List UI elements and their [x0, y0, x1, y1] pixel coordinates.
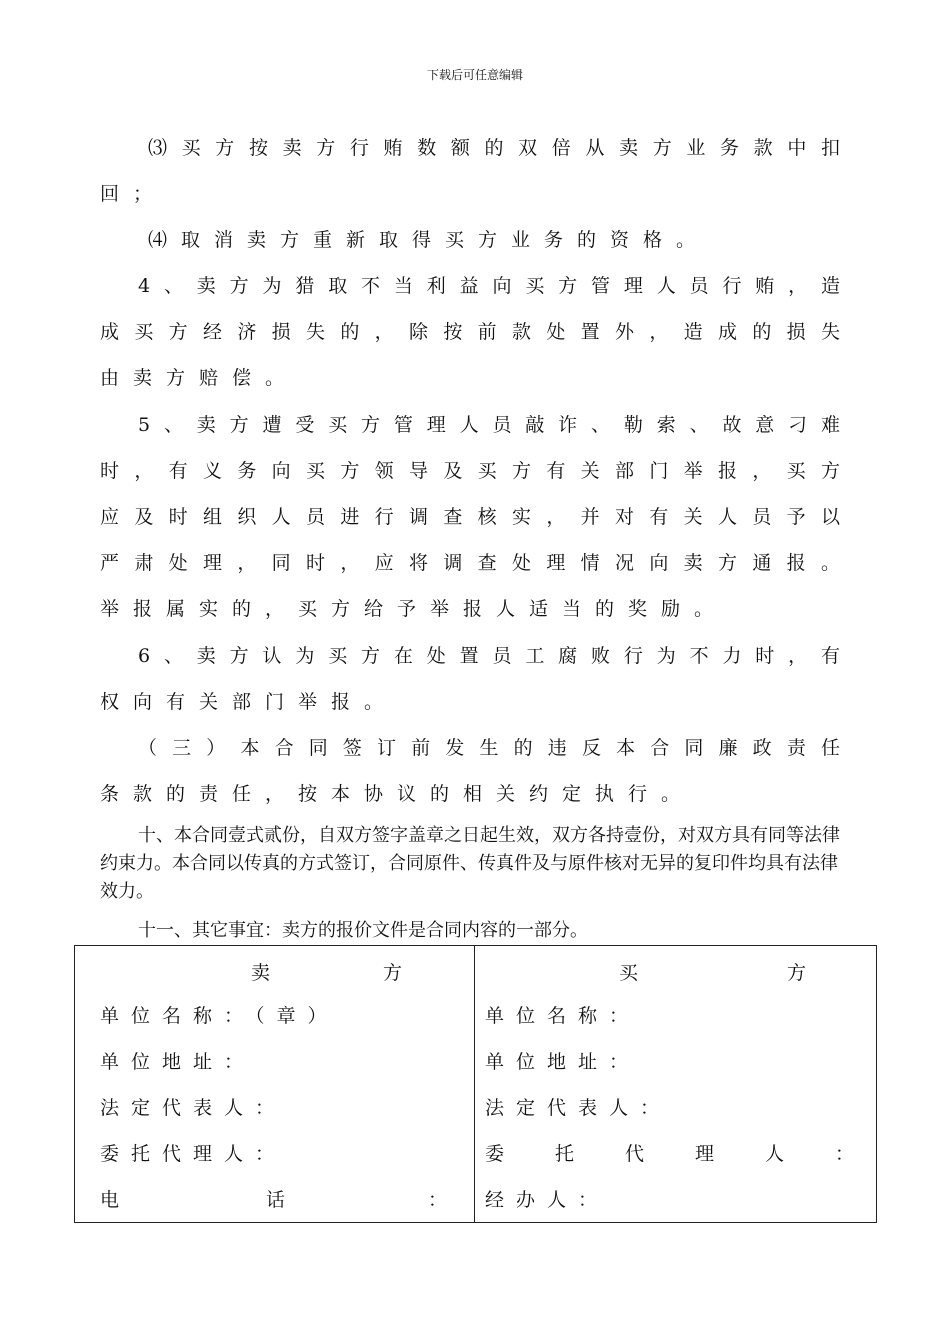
buyer-title-2: 方: [787, 962, 807, 984]
agent-char: 人: [765, 1143, 785, 1165]
agent-char: 托: [555, 1143, 575, 1165]
buyer-address: 单位地址：: [485, 1051, 641, 1073]
phone-label-2: 话: [266, 1189, 286, 1211]
agent-char: 理: [695, 1143, 715, 1165]
buyer-legal-rep: 法定代表人：: [485, 1097, 672, 1119]
text-line: 5、卖方遭受买方管理人员敲诈、勒索、故意刁难: [138, 414, 840, 436]
seller-address: 单位地址：: [100, 1051, 256, 1073]
text-line: 回；: [100, 183, 167, 205]
agent-char: 代: [625, 1143, 645, 1165]
buyer-column: [475, 946, 877, 1223]
buyer-unit-name: 单位名称：: [485, 1005, 641, 1027]
text-line: 时，有义务向买方领导及买方有关部门举报，买方: [100, 460, 840, 482]
text-line: 成买方经济损失的，除按前款处置外，造成的损失: [100, 321, 840, 343]
text-line: 6、卖方认为买方在处置员工腐败行为不力时，有: [138, 645, 840, 667]
page-header: 下载后可任意编辑: [426, 68, 523, 82]
clause-10: 十、本合同壹式贰份，自双方签字盖章之日起生效，双方各持壹份，对双方具有同等法律约束力。本合同以传真的方式签订，合同原件、传真件及与原件核对无异的复印件均具有法律效力。: [100, 825, 840, 902]
text-line: （三）本合同签订前发生的违反本合同廉政责任: [138, 737, 840, 759]
seller-title-1: 卖: [251, 962, 271, 984]
text-line: 由卖方赔偿。: [100, 367, 299, 389]
phone-colon: ：: [428, 1189, 448, 1211]
text-line: 权向有关部门举报。: [100, 691, 398, 713]
seller-unit-name: 单位名称：（章）: [100, 1005, 339, 1027]
seller-legal-rep: 法定代表人：: [100, 1097, 287, 1119]
text-line: ⑷取消卖方重新取得买方业务的资格。: [148, 229, 710, 251]
phone-label-1: 电: [100, 1189, 120, 1211]
seller-column: [75, 946, 475, 1223]
text-line: ⑶买方按卖方行贿数额的双倍从卖方业务款中扣: [148, 137, 840, 159]
clause-11: 十一、其它事宜：卖方的报价文件是合同内容的一部分。: [138, 920, 588, 941]
text-line: 4、卖方为猎取不当利益向买方管理人员行贿，造: [138, 275, 840, 297]
seller-title-2: 方: [383, 962, 403, 984]
agent-colon: ：: [835, 1143, 855, 1165]
text-line: 条款的责任，按本协议的相关约定执行。: [100, 783, 695, 805]
text-line: 举报属实的，买方给予举报人适当的奖励。: [100, 598, 728, 620]
buyer-handler: 经办人：: [485, 1189, 610, 1211]
buyer-title-1: 买: [619, 962, 639, 984]
text-line: 应及时组织人员进行调查核实，并对有关人员予以: [100, 506, 840, 528]
text-line: 严肃处理，同时，应将调查处理情况向卖方通报。: [100, 552, 840, 574]
agent-char: 委: [485, 1143, 505, 1165]
signature-table: [74, 945, 877, 1223]
seller-agent: 委托代理人：: [100, 1143, 287, 1165]
